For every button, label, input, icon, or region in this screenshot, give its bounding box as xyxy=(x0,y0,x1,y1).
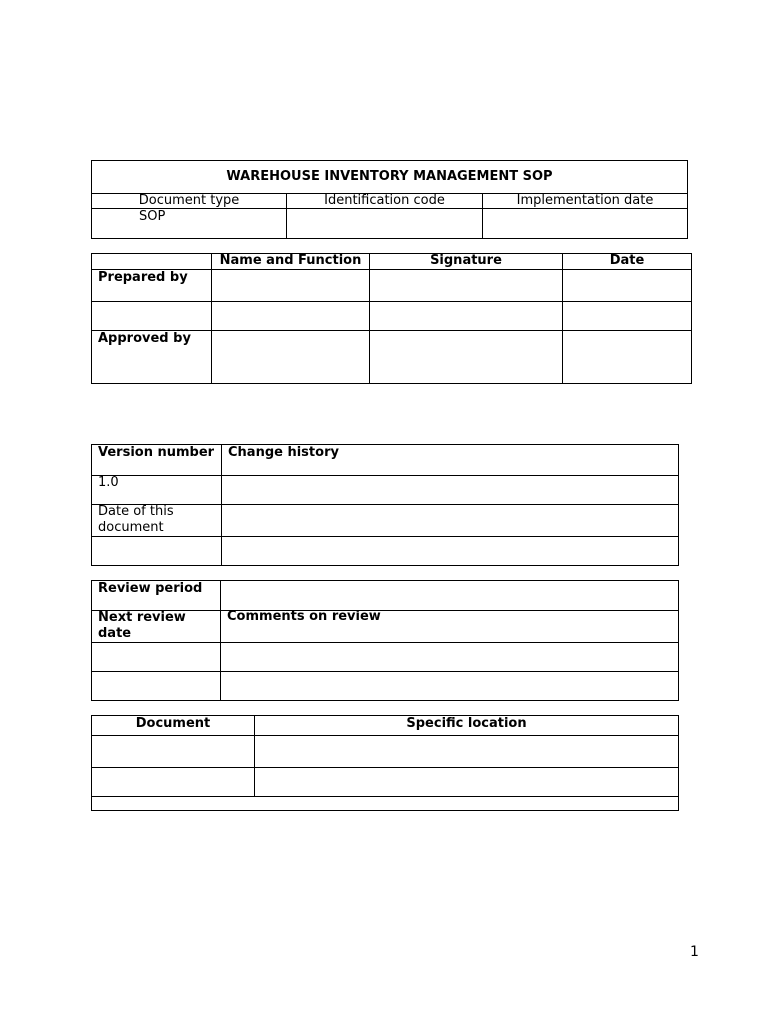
document-date-label: Date of this document xyxy=(98,504,174,535)
version-number-header: Version number xyxy=(92,445,222,475)
document-type-cell[interactable] xyxy=(92,209,287,238)
identification-code-cell[interactable] xyxy=(287,209,483,238)
extra-label-cell[interactable] xyxy=(92,302,212,330)
header-labels-row xyxy=(92,194,687,209)
prepared-by-label: Prepared by xyxy=(92,270,212,301)
version-empty-row xyxy=(92,537,678,565)
approved-by-date-cell[interactable] xyxy=(563,331,691,383)
version-value-cell xyxy=(92,476,222,504)
approved-by-signature-cell[interactable] xyxy=(370,331,563,383)
title-row xyxy=(92,161,687,194)
version-value-row xyxy=(92,476,678,505)
version-header-row xyxy=(92,445,678,476)
review-date-cell-1[interactable] xyxy=(92,643,221,671)
location-value-cell-1[interactable] xyxy=(255,736,678,767)
review-date-cell-2[interactable] xyxy=(92,672,221,700)
review-entry-row-1 xyxy=(92,643,678,672)
version-value: 1.0 xyxy=(98,475,119,490)
document-header: Document xyxy=(92,716,255,735)
location-row-2 xyxy=(92,768,678,797)
version-empty-cell[interactable] xyxy=(92,537,222,565)
prepared-by-date-cell[interactable] xyxy=(563,270,691,301)
prepared-by-row xyxy=(92,270,691,302)
location-document-cell-1[interactable] xyxy=(92,736,255,767)
extra-name-cell[interactable] xyxy=(212,302,370,330)
location-footer-row[interactable] xyxy=(92,797,678,810)
name-function-header: Name and Function xyxy=(212,254,370,269)
identification-code-header: Identification code xyxy=(287,194,483,208)
next-review-date-label-cell: Next review date xyxy=(92,611,221,642)
document-date-history-cell[interactable] xyxy=(222,505,678,536)
review-period-value-cell[interactable] xyxy=(221,581,678,610)
document-type-value: SOP xyxy=(139,209,166,224)
review-comment-cell-1[interactable] xyxy=(221,643,678,671)
review-comment-cell-2[interactable] xyxy=(221,672,678,700)
document-date-label-cell xyxy=(92,505,222,536)
date-header: Date xyxy=(609,253,645,268)
approval-blank-header xyxy=(92,254,212,269)
extra-date-cell[interactable] xyxy=(563,302,691,330)
approved-by-name-cell[interactable] xyxy=(212,331,370,383)
document-date-row xyxy=(92,505,678,537)
change-history-cell[interactable] xyxy=(222,476,678,504)
next-review-row xyxy=(92,611,678,643)
header-values-row xyxy=(92,209,687,238)
signature-header: Signature xyxy=(370,254,563,269)
version-table xyxy=(91,444,679,566)
implementation-date-header: Implementation date xyxy=(516,193,654,208)
prepared-by-signature-cell[interactable] xyxy=(370,270,563,301)
review-period-label-cell: Review period xyxy=(92,581,221,610)
location-document-cell-2[interactable] xyxy=(92,768,255,796)
specific-location-header: Specific location xyxy=(406,716,527,731)
document-title: WAREHOUSE INVENTORY MANAGEMENT SOP xyxy=(226,169,553,184)
locations-header-row xyxy=(92,716,678,736)
approved-by-row xyxy=(92,331,691,383)
location-row-1 xyxy=(92,736,678,768)
page-number: 1 xyxy=(690,944,699,960)
review-table xyxy=(91,580,679,701)
approval-header-row xyxy=(92,254,691,270)
approval-table xyxy=(91,253,692,384)
extra-signature-cell[interactable] xyxy=(370,302,563,330)
comments-on-review-header: Comments on review xyxy=(227,609,381,624)
prepared-by-extra-row xyxy=(92,302,691,331)
document-type-header: Document type xyxy=(92,194,287,208)
prepared-by-name-cell[interactable] xyxy=(212,270,370,301)
locations-table xyxy=(91,715,679,811)
version-empty-history-cell[interactable] xyxy=(222,537,678,565)
approved-by-label: Approved by xyxy=(92,331,212,383)
change-history-header: Change history xyxy=(228,445,339,460)
implementation-date-cell[interactable] xyxy=(483,209,687,238)
header-table xyxy=(91,160,688,239)
location-value-cell-2[interactable] xyxy=(255,768,678,796)
review-entry-row-2 xyxy=(92,672,678,700)
review-period-row xyxy=(92,581,678,611)
